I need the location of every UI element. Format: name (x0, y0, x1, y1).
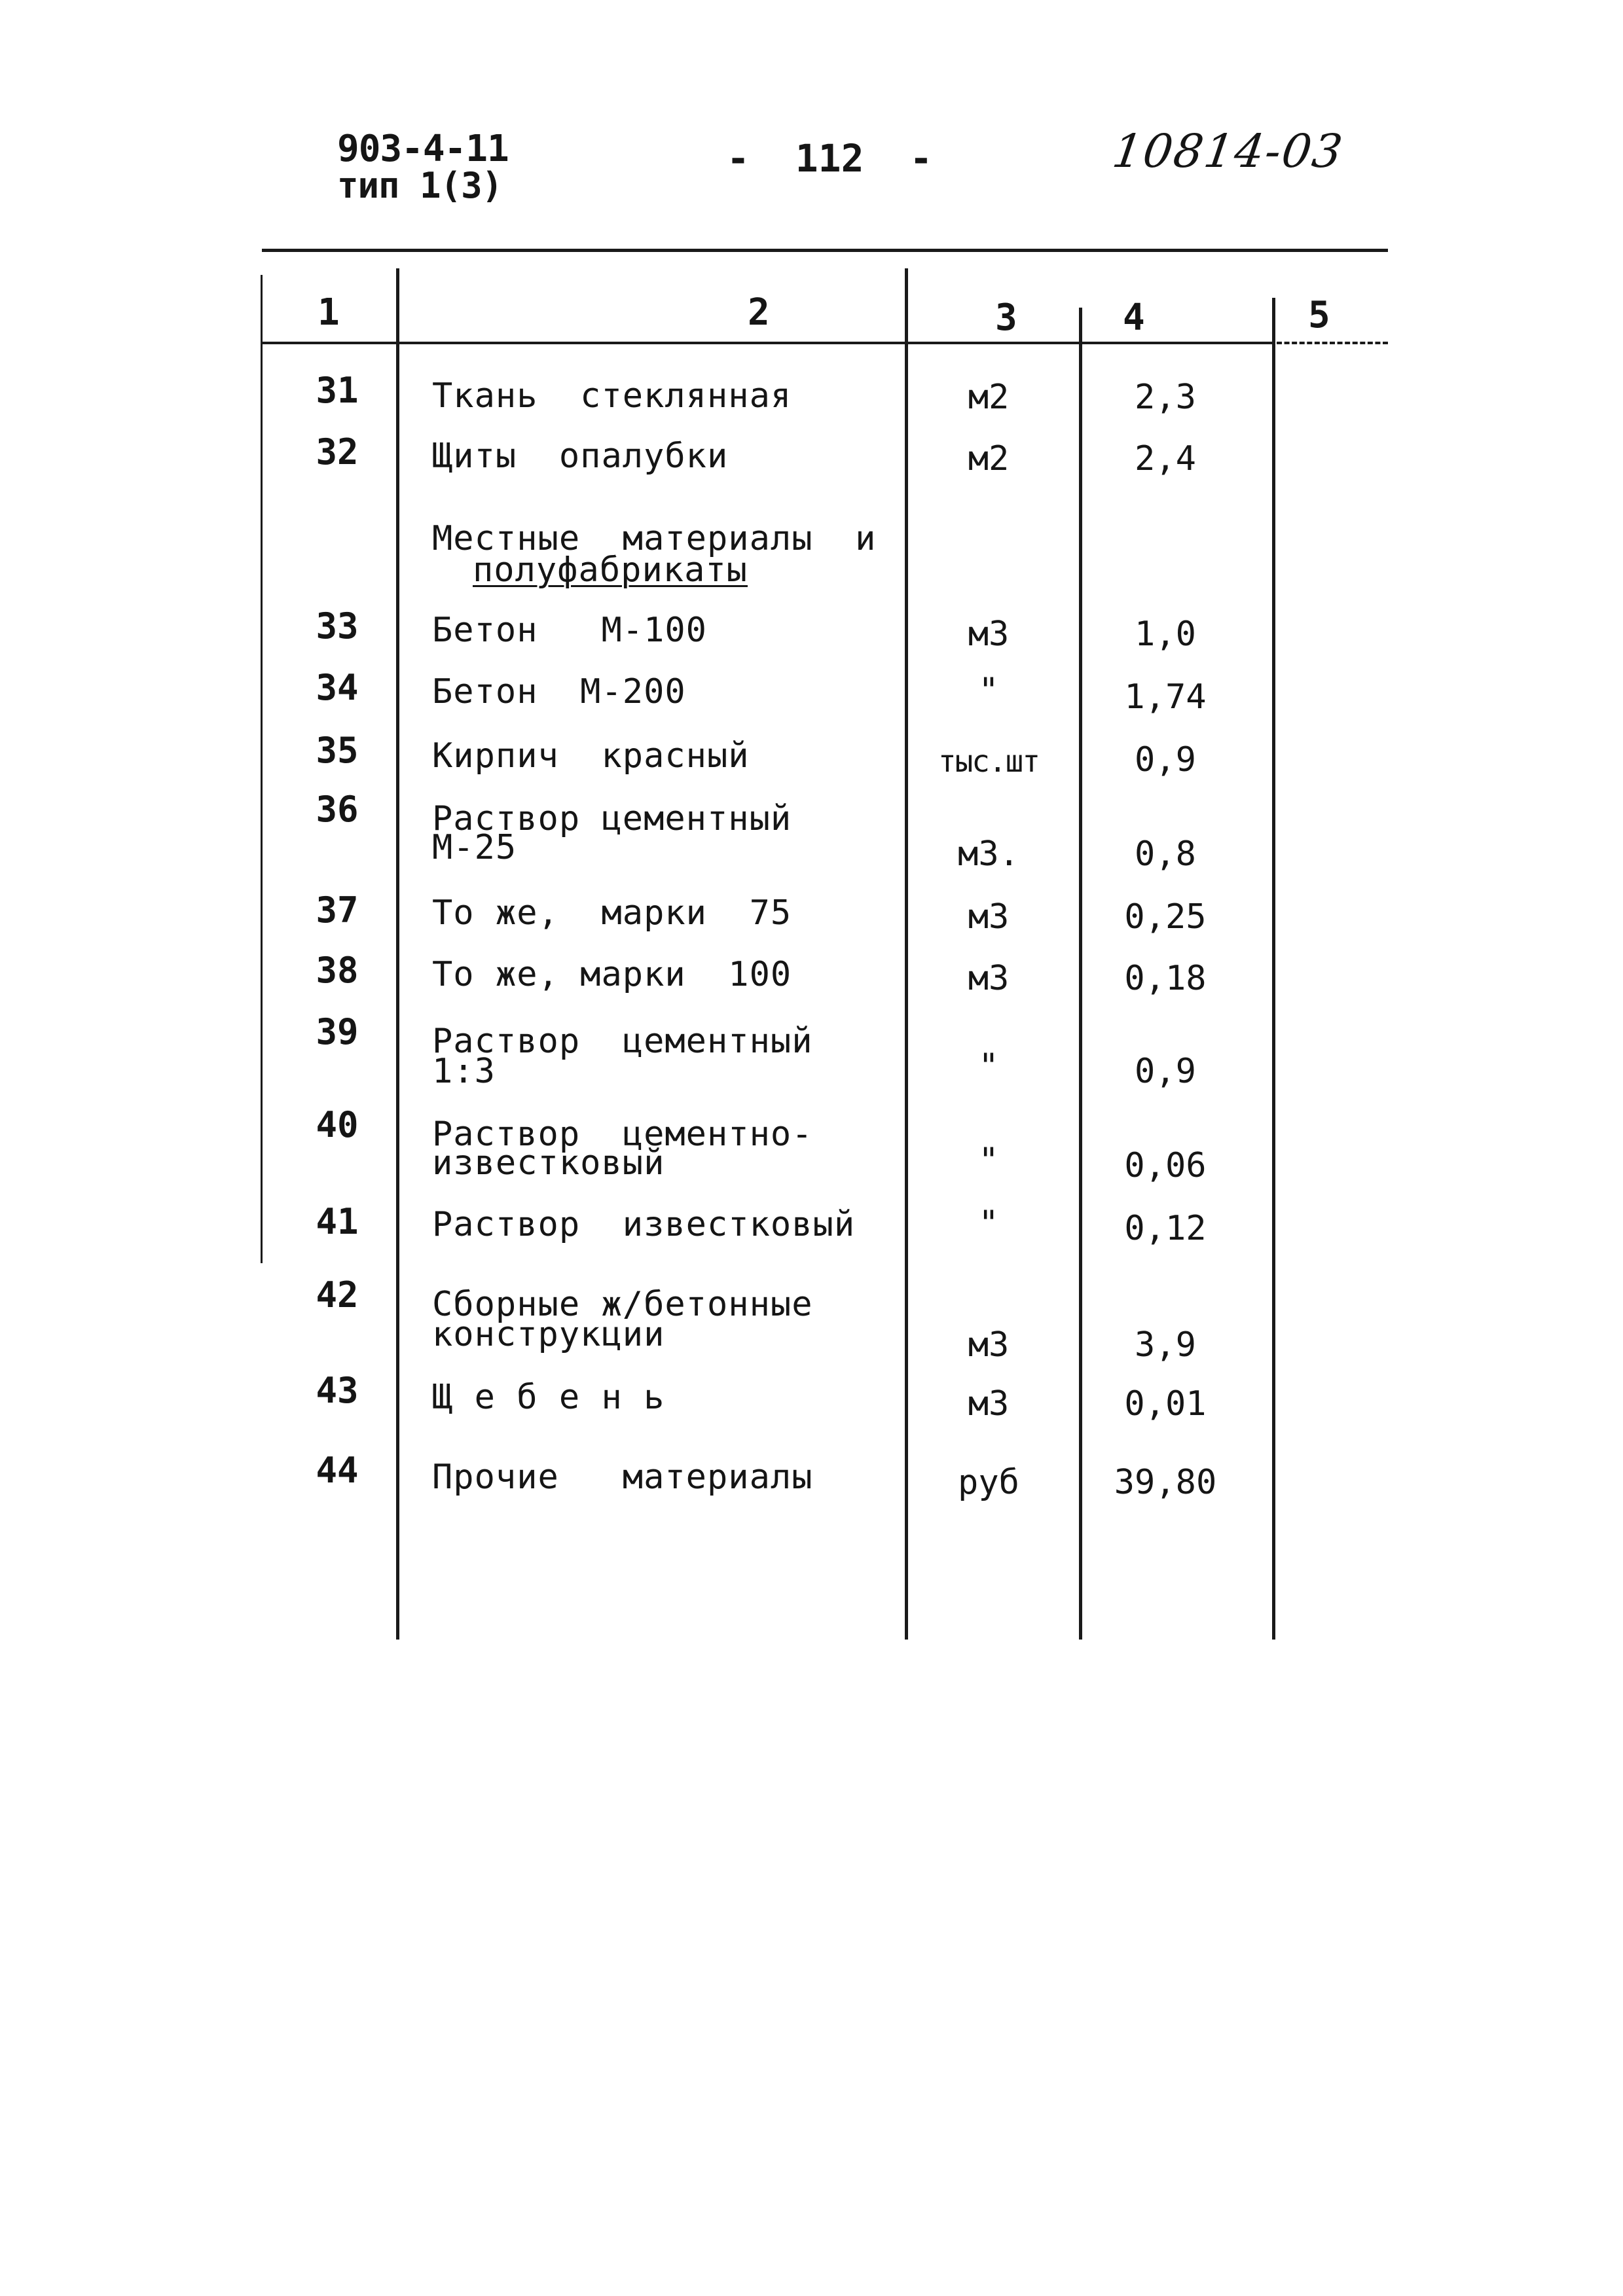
row-38-quantity: 0,18 (1124, 959, 1207, 998)
row-37-name: То же, марки 75 (432, 893, 792, 933)
row-32-number: 32 (316, 431, 359, 473)
row-35-number: 35 (316, 730, 359, 771)
row-31-number: 31 (316, 370, 359, 411)
column-divider-2 (905, 268, 908, 1640)
row-42-unit: м3 (968, 1325, 1010, 1365)
row-40-name-line-2: известковый (432, 1143, 665, 1183)
row-38-unit: м3 (968, 959, 1010, 998)
row-38-number: 38 (316, 950, 359, 991)
row-41-name: Раствор известковый (432, 1205, 856, 1244)
column-header-1: 1 (318, 291, 340, 334)
handwritten-number: 10814-03 (1109, 124, 1347, 178)
row-36-number: 36 (316, 789, 359, 830)
row-37-unit: м3 (968, 897, 1010, 937)
top-rule (262, 249, 1388, 252)
row-42-quantity: 3,9 (1135, 1325, 1196, 1365)
row-32-name: Щиты опалубки (432, 437, 729, 476)
row-39-quantity: 0,9 (1135, 1052, 1196, 1091)
row-44-quantity: 39,80 (1114, 1463, 1217, 1502)
row-44-name: Прочие материалы (432, 1458, 813, 1497)
row-32-quantity: 2,4 (1135, 439, 1196, 478)
row-33-quantity: 1,0 (1135, 615, 1196, 654)
row-43-number: 43 (316, 1370, 359, 1411)
section-heading-line-2: полуфабрикаты (473, 550, 748, 590)
document-type: тип 1(3) (337, 165, 503, 206)
row-32-unit: м2 (968, 439, 1010, 478)
row-37-quantity: 0,25 (1124, 897, 1207, 937)
row-34-quantity: 1,74 (1124, 677, 1207, 717)
column-header-2: 2 (748, 291, 770, 334)
row-41-unit: " (978, 1204, 999, 1243)
row-33-number: 33 (316, 605, 359, 647)
row-31-name: Ткань стеклянная (432, 376, 792, 416)
row-35-unit: тыс.шт (938, 744, 1040, 779)
row-34-number: 34 (316, 667, 359, 708)
column-header-4: 4 (1123, 296, 1145, 339)
row-37-number: 37 (316, 889, 359, 931)
table-border-left (261, 275, 263, 1263)
column-divider-1 (396, 268, 399, 1640)
row-33-unit: м3 (968, 615, 1010, 654)
row-39-unit: " (978, 1047, 999, 1086)
row-39-name-line-2: 1:3 (432, 1052, 496, 1091)
row-40-name: Раствор цементно- (432, 1115, 813, 1154)
row-40-unit: " (978, 1141, 999, 1180)
row-38-name: То же, марки 100 (432, 955, 792, 994)
row-31-unit: м2 (968, 378, 1010, 417)
header-separator-tail (1277, 342, 1388, 344)
row-43-quantity: 0,01 (1124, 1384, 1207, 1424)
row-43-name: Щ е б е н ь (432, 1378, 665, 1417)
row-36-quantity: 0,8 (1135, 834, 1196, 874)
section-heading-line-1: Местные материалы и (432, 519, 877, 558)
row-42-name-line-2: конструкции (432, 1315, 665, 1354)
row-44-unit: руб (958, 1463, 1019, 1502)
row-35-name: Кирпич красный (432, 736, 750, 776)
row-31-quantity: 2,3 (1135, 378, 1196, 417)
row-41-quantity: 0,12 (1124, 1209, 1207, 1248)
column-divider-4 (1272, 298, 1275, 1640)
row-41-number: 41 (316, 1201, 359, 1242)
page-number: - 112 - (727, 136, 933, 181)
header-separator (262, 342, 1273, 344)
row-40-number: 40 (316, 1104, 359, 1145)
row-34-name: Бетон М-200 (432, 672, 686, 711)
row-36-name-line-2: М-25 (432, 828, 517, 867)
row-35-quantity: 0,9 (1135, 740, 1196, 780)
document-code: 903-4-11 (337, 128, 509, 170)
row-40-quantity: 0,06 (1124, 1146, 1207, 1185)
row-42-name: Сборные ж/бетонные (432, 1285, 813, 1324)
row-44-number: 44 (316, 1450, 359, 1491)
row-33-name: Бетон М-100 (432, 611, 707, 650)
row-34-unit: " (978, 671, 999, 710)
row-43-unit: м3 (968, 1384, 1010, 1424)
row-39-number: 39 (316, 1011, 359, 1052)
row-39-name: Раствор цементный (432, 1022, 813, 1061)
column-header-3: 3 (995, 296, 1017, 339)
row-36-unit: м3. (958, 834, 1019, 874)
row-42-number: 42 (316, 1274, 359, 1316)
column-header-5: 5 (1308, 294, 1330, 336)
row-36-name: Раствор цементный (432, 799, 792, 838)
